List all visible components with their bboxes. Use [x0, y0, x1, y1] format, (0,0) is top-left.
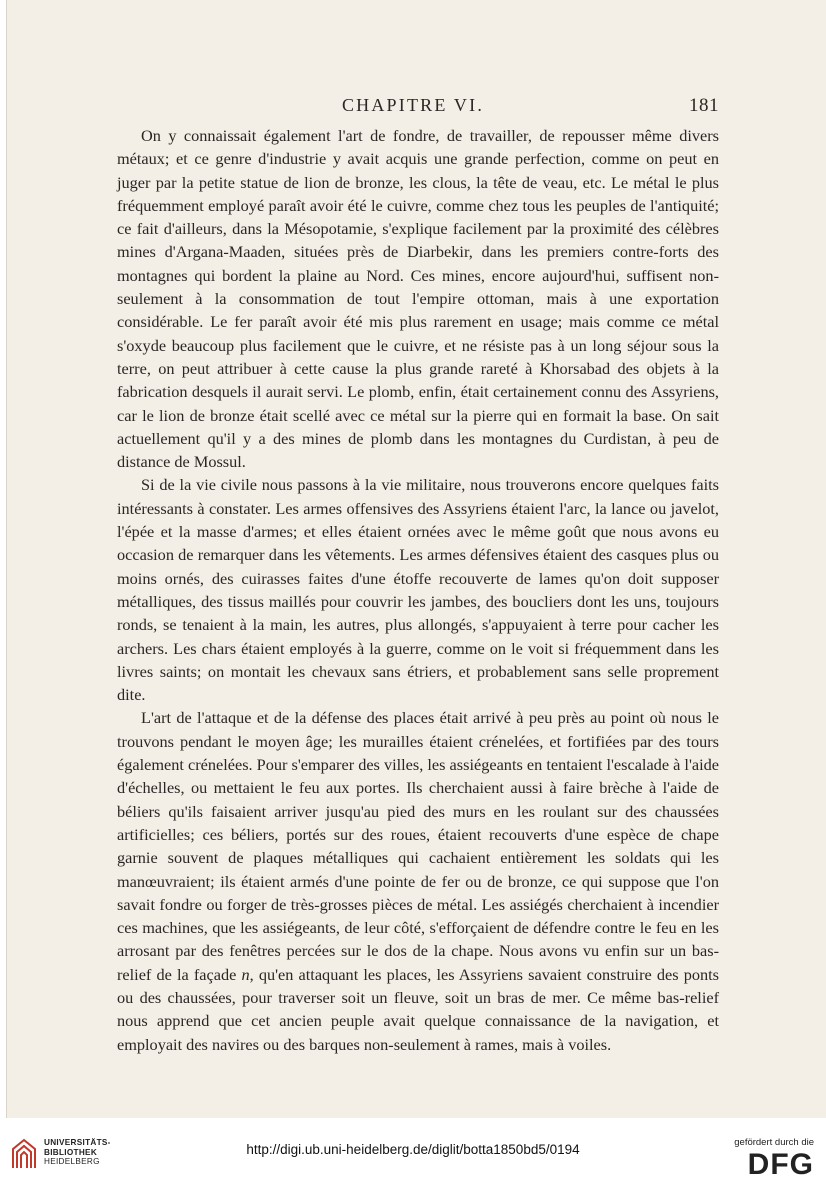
- viewer-footer: [0, 1118, 826, 1188]
- paragraph-text: L'art de l'attaque et de la défense des places était arrivé à peu près au point où nous le trouvons pendant le moyen âge; les murailles étaient crénelées, et fortifiées par des tours également crénelées. Pour s'emparer des villes, les assiégeants en tentaient l'escalade à l'aide d'échelles, ou mettaient le feu aux portes. Ils cherchaient aussi à faire brèche à l'aide de béliers qu'ils faisaient arriver jusqu'au pied des murs en les roulant sur des chaussées artificielles; ces béliers, portés sur des roues, étaient recouverts d'une espèce de chape garnie souvent de plaques métalliques qui cachaient entièrement les soldats qui les manœuvraient; ils étaient armés d'une pointe de fer ou de bronze, ce qui suppose que l'on savait fondre ou forger de très-grosses pièces de métal. Les assiégés cherchaient à incendier ces machines, que les assiégeants, de leur côté, s'efforçaient de défendre contre le feu en les arrosant par des fenêtres percées sur le dos de la chape. Nous avons vu enfin sur un bas-relief de la façade: [117, 708, 719, 984]
- paragraph-metals: [117, 124, 719, 473]
- library-name-line: BIBLIOTHEK: [44, 1147, 98, 1157]
- paragraph-text: Si de la vie civile nous passons à la vie militaire, nous trouverons encore quelques faits intéressants à constater. Les armes offensives des Assyriens étaient l'arc, la lance ou javelot, l'épée et la masse d'armes; et elles étaient ornées avec le même goût que nous avons eu occasion de remarquer dans les vêtements. Les armes défensives étaient des casques plus ou moins ornés, des cuirasses faites d'une étoffe recouverte de lames qu'on doit supposer métalliques, des tissus maillés pour couvrir les jambes, des boucliers dont les uns, toujours ronds, se tenaient à la main, les autres, plus allongés, s'appuyaient à terre pour cacher les archers. Les chars étaient employés à la guerre, comme on le voit si fréquemment dans les livres saints; on montait les chevaux sans étriers, et probablement sans selle proprement dite.: [117, 475, 719, 705]
- paragraph-text: , qu'en attaquant les places, les Assyriens savaient construire des ponts ou des chaussées, pour traverser soit un fleuve, soit un bras de mer. Ce même bas-relief nous apprend que cet ancien peuple avait quelque connaissance de la navigation, et employait des navires ou des barques non-seulement à rames, mais à voiles.: [117, 964, 719, 1054]
- body-text: [117, 124, 719, 1056]
- page-header: [107, 95, 719, 121]
- dfg-logo: DFG: [747, 1148, 814, 1181]
- sponsor-label: gefördert durch die: [734, 1137, 814, 1148]
- paragraph-military: [117, 473, 719, 706]
- permalink-url[interactable]: http://digi.ub.uni-heidelberg.de/diglit/botta1850bd5/0194: [246, 1142, 580, 1157]
- facade-letter: n: [241, 964, 250, 984]
- library-name-line: UNIVERSITÄTS-: [44, 1138, 111, 1147]
- page-number: 181: [689, 95, 719, 116]
- paragraph-sieges: [117, 706, 719, 1055]
- running-title: CHAPITRE VI.: [341, 95, 485, 115]
- scanned-page: [6, 0, 826, 1118]
- paragraph-text: On y connaissait également l'art de fondre, de travailler, de repousser même divers métaux; et ce genre d'industrie y avait acquis une grande perfection, comme on peut en juger par la petite statue de lion de bronze, les clous, la tête de veau, etc. Le métal le plus fréquemment employé paraît avoir été le cuivre, comme chez tous les peuples de l'antiquité; ce fait d'ailleurs, dans la Mésopotamie, s'explique facilement par la proximité des célèbres mines d'Argana-Maaden, situées près de Diarbekir, dans les premiers contre-forts des montagnes qui bordent la plaine au Nord. Ces mines, encore aujourd'hui, suffisent non-seulement à la consommation de tout l'empire ottoman, mais à une exportation considérable. Le fer paraît avoir été mis plus rarement en usage; mais comme ce métal s'oxyde beaucoup plus facilement que le cuivre, et ne résiste pas à un long séjour sous la terre, on peut attribuer à cette cause la plus grande rareté à Khorsabad des objets à la fabrication desquels il aurait servi. Le plomb, enfin, était certainement connu des Assyriens, car le lion de bronze était scellé avec ce métal sur la pierre qui en formait la base. On sait actuellement qu'il y a des mines de plomb dans les montagnes du Curdistan, à peu de distance de Mossul.: [117, 126, 719, 472]
- library-name-line: HEIDELBERG: [44, 1157, 100, 1166]
